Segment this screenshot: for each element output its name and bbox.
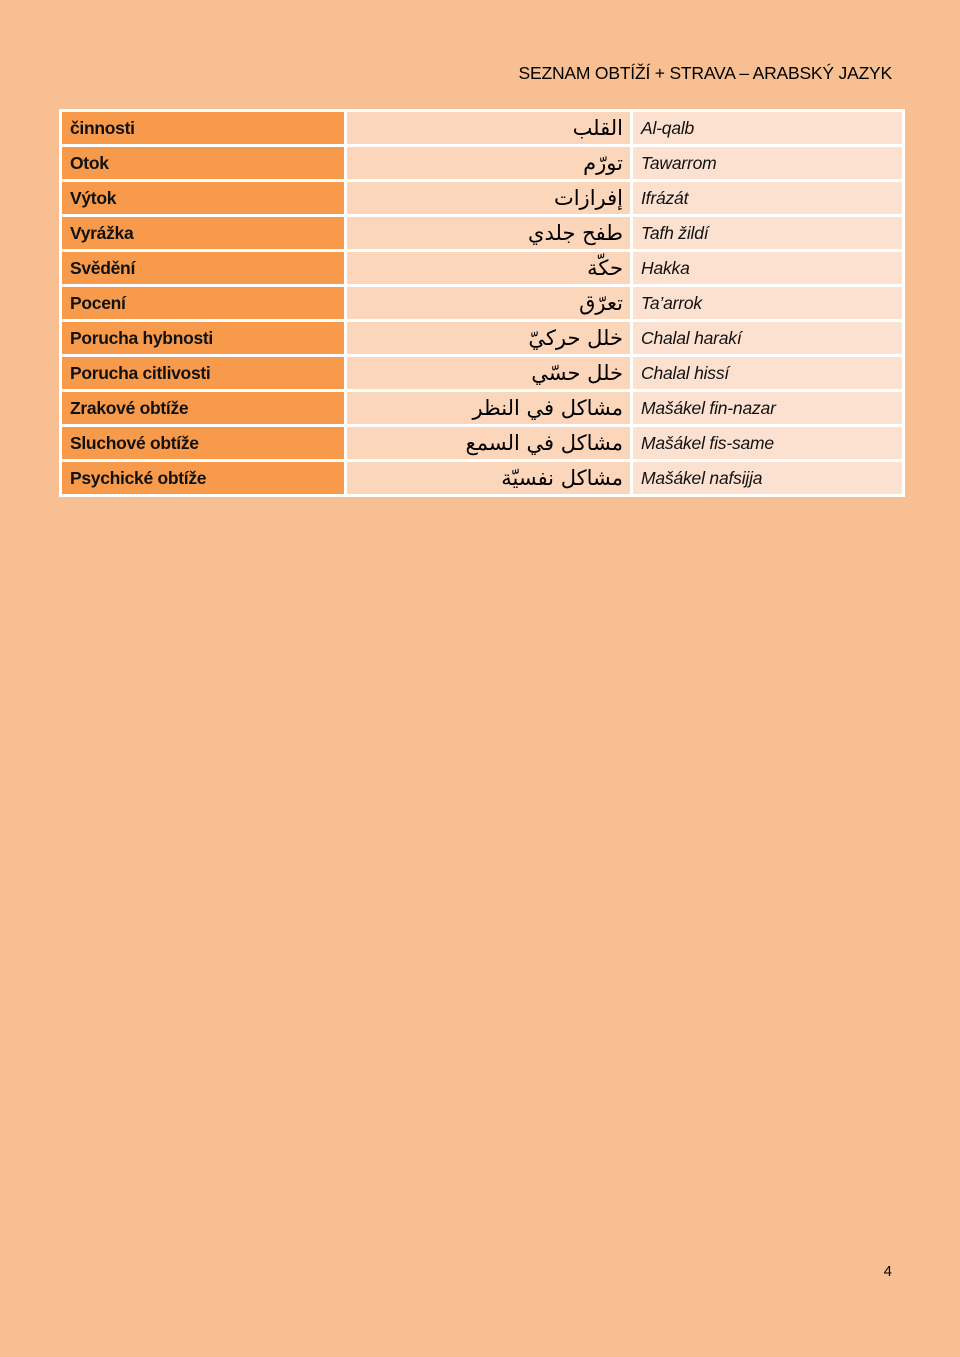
transliteration: Mašákel fis-same (632, 426, 904, 461)
table-row (61, 181, 904, 216)
czech-term: Psychické obtíže (61, 461, 346, 496)
arabic-term: تعرّق (346, 286, 632, 321)
table-row (61, 461, 904, 496)
arabic-term: مشاكل في السمع (346, 426, 632, 461)
transliteration: Tafh žildí (632, 216, 904, 251)
transliteration: Hakka (632, 251, 904, 286)
page-number: 4 (883, 1263, 892, 1280)
arabic-term: مشاكل نفسيّة (346, 461, 632, 496)
arabic-term: طفح جلدي (346, 216, 632, 251)
czech-term: Svědění (61, 251, 346, 286)
arabic-term: القلب (346, 111, 632, 146)
transliteration: Ta’arrok (632, 286, 904, 321)
arabic-term: خلل حركيّ (346, 321, 632, 356)
table-row (61, 391, 904, 426)
czech-term: Vyrážka (61, 216, 346, 251)
czech-term: Porucha citlivosti (61, 356, 346, 391)
table-row (61, 111, 904, 146)
transliteration: Mašákel fin-nazar (632, 391, 904, 426)
transliteration: Al-qalb (632, 111, 904, 146)
table-row (61, 216, 904, 251)
transliteration: Chalal hissí (632, 356, 904, 391)
table-row (61, 146, 904, 181)
czech-term: Zrakové obtíže (61, 391, 346, 426)
czech-term: Sluchové obtíže (61, 426, 346, 461)
table-row (61, 426, 904, 461)
transliteration: Mašákel nafsijja (632, 461, 904, 496)
arabic-term: تورّم (346, 146, 632, 181)
transliteration: Ifrázát (632, 181, 904, 216)
page-header-title: SEZNAM OBTÍŽÍ + STRAVA – ARABSKÝ JAZYK (518, 63, 892, 83)
table-row (61, 321, 904, 356)
transliteration: Chalal harakí (632, 321, 904, 356)
czech-term: Pocení (61, 286, 346, 321)
arabic-term: حكّة (346, 251, 632, 286)
table-row (61, 251, 904, 286)
table-row (61, 356, 904, 391)
vocabulary-table (59, 109, 905, 497)
czech-term: Výtok (61, 181, 346, 216)
table-row (61, 286, 904, 321)
arabic-term: إفرازات (346, 181, 632, 216)
czech-term: činnosti (61, 111, 346, 146)
czech-term: Otok (61, 146, 346, 181)
arabic-term: مشاكل في النظر (346, 391, 632, 426)
czech-term: Porucha hybnosti (61, 321, 346, 356)
arabic-term: خلل حسّي (346, 356, 632, 391)
transliteration: Tawarrom (632, 146, 904, 181)
